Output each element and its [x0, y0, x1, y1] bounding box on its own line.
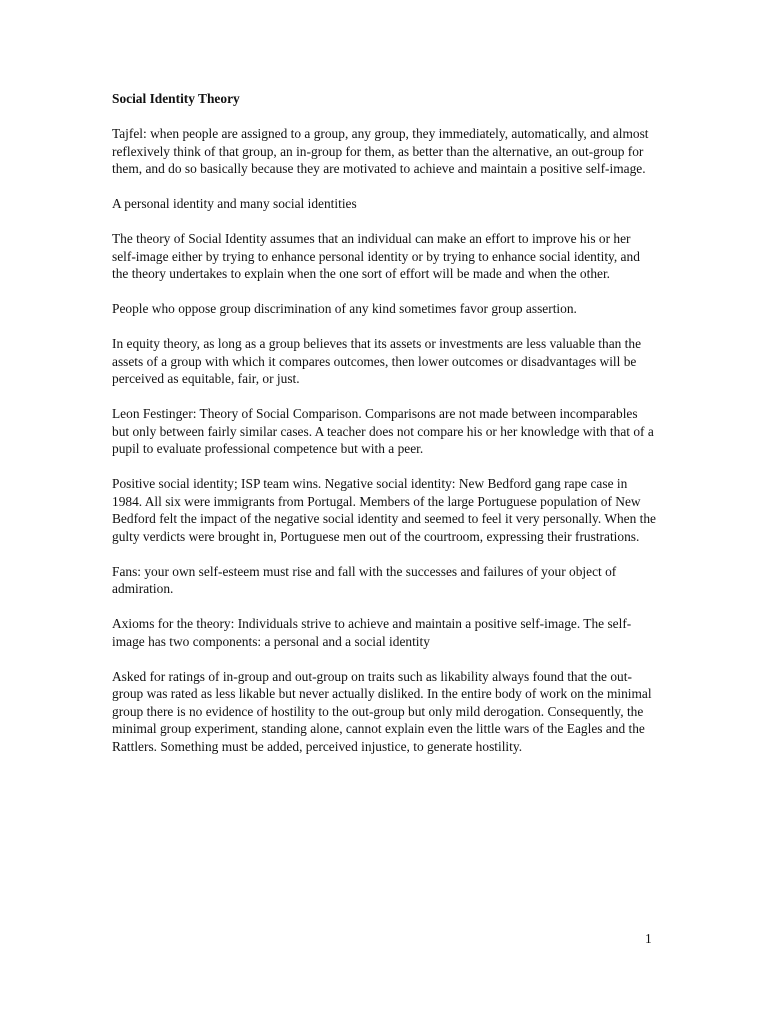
- paragraph-festinger: Leon Festinger: Theory of Social Comparison. Comparisons are not made between incomparables but only between fairly similar cases. A teacher does not compare his or her knowledge with that of a pupil to evaluate professional competence but with a peer.: [112, 406, 654, 456]
- paragraph-personal-identity: A personal identity and many social identities: [112, 196, 357, 211]
- paragraph-group-discrimination: People who oppose group discrimination of any kind sometimes favor group assertion.: [112, 301, 577, 316]
- paragraph-tajfel: Tajfel: when people are assigned to a group, any group, they immediately, automatically, and almost reflexively think of that group, an in-group for them, as better than the alternative, an out-group for them, and do so basically because they are motivated to achieve and maintain a positive self-image.: [112, 126, 649, 176]
- document-title: Social Identity Theory: [112, 91, 240, 106]
- paragraph-axioms: Axioms for the theory: Individuals strive to achieve and maintain a positive self-image. The self-image has two components: a personal and a social identity: [112, 616, 632, 649]
- paragraph-theory-assumption: The theory of Social Identity assumes that an individual can make an effort to improve his or her self-image either by trying to enhance personal identity or by trying to enhance social identity, and the theory undertakes to explain when the one sort of effort will be made and when the other.: [112, 231, 640, 281]
- document-body: [112, 90, 657, 773]
- paragraph-minimal-group: Asked for ratings of in-group and out-group on traits such as likability always found that the out-group was rated as less likable but never actually disliked. In the entire body of work on the minimal group there is no evidence of hostility to the out-group but only mild derogation. Consequently, the minimal group experiment, standing alone, cannot explain even the little wars of the Eagles and the Rattlers. Something must be added, perceived injustice, to generate hostility.: [112, 668, 652, 754]
- paragraph-positive-negative-identity: Positive social identity; ISP team wins. Negative social identity: New Bedford gang rape case in 1984. All six were immigrants from Portugal. Members of the large Portuguese population of New Bedford felt the impact of the negative social identity and seemed to feel it very personally. When the gulty verdicts were brought in, Portuguese men out of the courtroom, expressing their frustrations.: [112, 476, 656, 544]
- page-number: 1: [645, 931, 652, 946]
- paragraph-fans: Fans: your own self-esteem must rise and fall with the successes and failures of your object of admiration.: [112, 563, 617, 596]
- paragraph-equity-theory: In equity theory, as long as a group believes that its assets or investments are less valuable than the assets of a group with which it compares outcomes, then lower outcomes or disadvantages will be perceived as equitable, fair, or just.: [112, 336, 642, 386]
